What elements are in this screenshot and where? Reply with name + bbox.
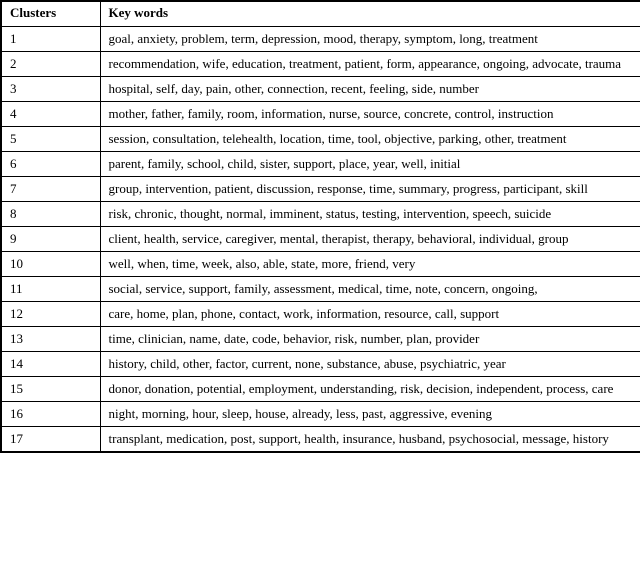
cluster-cell: 7 (1, 177, 100, 202)
table-row (1, 77, 640, 102)
keywords-cell: donor, donation, potential, employment, understanding, risk, decision, independent, process, care (100, 377, 640, 402)
cluster-cell: 6 (1, 152, 100, 177)
cluster-cell: 13 (1, 327, 100, 352)
cluster-cell: 3 (1, 77, 100, 102)
keywords-cell: group, intervention, patient, discussion, response, time, summary, progress, participant, skill (100, 177, 640, 202)
keywords-cell: night, morning, hour, sleep, house, already, less, past, aggressive, evening (100, 402, 640, 427)
keywords-cell: mother, father, family, room, information, nurse, source, concrete, control, instruction (100, 102, 640, 127)
cluster-cell: 11 (1, 277, 100, 302)
table-row (1, 102, 640, 127)
cluster-cell: 12 (1, 302, 100, 327)
cluster-cell: 10 (1, 252, 100, 277)
cluster-cell: 8 (1, 202, 100, 227)
header-keywords: Key words (100, 1, 640, 27)
table-row (1, 402, 640, 427)
table-row (1, 352, 640, 377)
cluster-cell: 16 (1, 402, 100, 427)
keywords-cell: time, clinician, name, date, code, behavior, risk, number, plan, provider (100, 327, 640, 352)
keywords-cell: parent, family, school, child, sister, support, place, year, well, initial (100, 152, 640, 177)
table-row (1, 377, 640, 402)
table-row (1, 27, 640, 52)
table-row (1, 227, 640, 252)
table-row (1, 277, 640, 302)
table-header-row (1, 1, 640, 27)
cluster-cell: 1 (1, 27, 100, 52)
keywords-cell: history, child, other, factor, current, none, substance, abuse, psychiatric, year (100, 352, 640, 377)
cluster-cell: 14 (1, 352, 100, 377)
cluster-cell: 2 (1, 52, 100, 77)
keywords-cell: session, consultation, telehealth, location, time, tool, objective, parking, other, treatment (100, 127, 640, 152)
cluster-cell: 9 (1, 227, 100, 252)
keywords-cell: social, service, support, family, assessment, medical, time, note, concern, ongoing, (100, 277, 640, 302)
keywords-cell: care, home, plan, phone, contact, work, information, resource, call, support (100, 302, 640, 327)
table-row (1, 152, 640, 177)
cluster-cell: 15 (1, 377, 100, 402)
table-row (1, 427, 640, 453)
table-row (1, 202, 640, 227)
keywords-cell: recommendation, wife, education, treatment, patient, form, appearance, ongoing, advocate, trauma (100, 52, 640, 77)
table-row (1, 252, 640, 277)
keywords-cell: well, when, time, week, also, able, state, more, friend, very (100, 252, 640, 277)
cluster-cell: 17 (1, 427, 100, 453)
header-clusters: Clusters (1, 1, 100, 27)
table-row (1, 327, 640, 352)
keywords-cell: risk, chronic, thought, normal, imminent, status, testing, intervention, speech, suicide (100, 202, 640, 227)
table-row (1, 52, 640, 77)
table-row (1, 177, 640, 202)
keywords-cell: hospital, self, day, pain, other, connection, recent, feeling, side, number (100, 77, 640, 102)
table-row (1, 127, 640, 152)
cluster-cell: 5 (1, 127, 100, 152)
keywords-cell: transplant, medication, post, support, health, insurance, husband, psychosocial, message, history (100, 427, 640, 453)
keywords-cell: client, health, service, caregiver, mental, therapist, therapy, behavioral, individual, group (100, 227, 640, 252)
keywords-cell: goal, anxiety, problem, term, depression, mood, therapy, symptom, long, treatment (100, 27, 640, 52)
cluster-cell: 4 (1, 102, 100, 127)
table-row (1, 302, 640, 327)
